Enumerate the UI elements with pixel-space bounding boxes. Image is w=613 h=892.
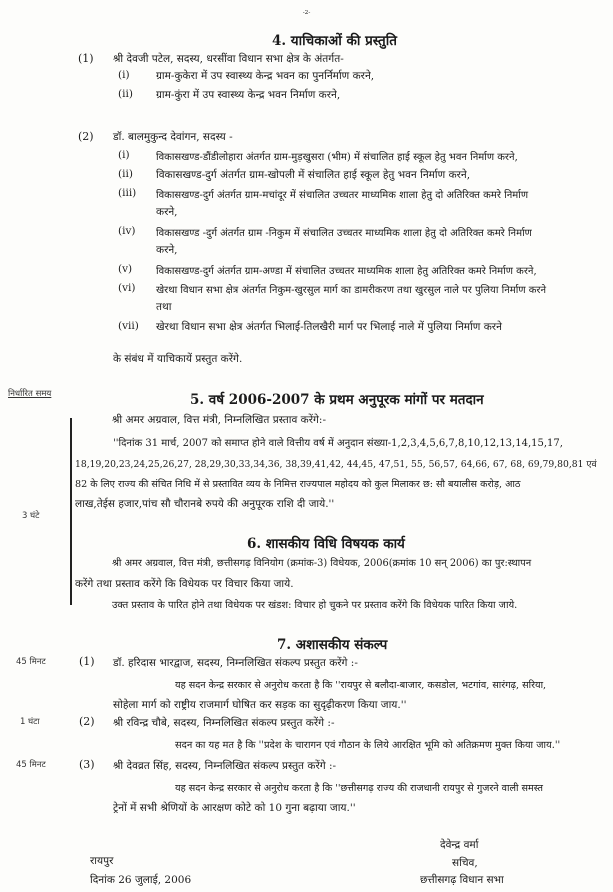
- petition-2-number: (2): [78, 130, 94, 143]
- section-6-heading: 6. शासकीय विधि विषयक कार्य: [247, 536, 405, 552]
- petition-2-item-text: विकासखण्ड-दुर्ग अंतर्गत ग्राम-खोपली में संचालित हाई स्कूल हेतु भवन निर्माण करने,: [156, 169, 471, 181]
- resolution-2-time: 1 घंटा: [20, 717, 40, 727]
- section-5-time: 3 घंटे: [22, 511, 40, 521]
- resolution-2-number: (2): [79, 715, 95, 728]
- section-5-motion-line: 82 के लिए राज्य की संचित निधि में से प्रस्तावित व्यय के निमित्त राज्यपाल महोदय को कुल मिलाकर छ: सौ बयालीस करोड़, आठ: [75, 479, 521, 490]
- petition-1-number: (1): [78, 52, 94, 65]
- resolution-2-text: सदन का यह मत है कि ''प्रदेश के चारागन एवं गौठान के लिये आरक्षित भूमि को अतिक्रमण मुक्त किया जाय.'': [175, 740, 561, 751]
- section-5-motion-line: 18,19,20,23,24,25,26,27, 28,29,30,33,34,36, 38,39,41,42, 44,45, 47,51, 55, 56,57, 64,66, 67, 68, 69,79,80,81 एवं: [75, 459, 597, 470]
- petitions-closing: के संबंध में याचिकायें प्रस्तुत करेंगे.: [113, 353, 243, 365]
- section-5-heading: 5. वर्ष 2006-2007 के प्रथम अनुपूरक मांगों पर मतदान: [190, 392, 484, 408]
- petition-2-item-text-cont: करने,: [156, 244, 178, 256]
- petition-1-item-num: (ii): [118, 88, 133, 100]
- petition-2-item-text: विकासखण्ड-दुर्ग अंतर्गत ग्राम-मचांदूर में संचालित उच्चतर माध्यमिक शाला हेतु दो अतिरिक्त कमरे निर्माण: [156, 190, 529, 201]
- section-6-line: श्री अमर अग्रवाल, वित्त मंत्री, छत्तीसगढ़ विनियोग (क्रमांक-3) विधेयक, 2006(क्रमांक 10 सन् 2006) का पुर:स्थापन: [112, 558, 532, 569]
- signatory-name: देवेन्द्र वर्मा: [440, 839, 479, 851]
- petition-2-item-text-cont: तथा: [156, 301, 172, 313]
- petition-2-item-text: विकासखण्ड-डौंडीलोहारा अंतर्गत ग्राम-मुड़खुसरा (भीम) में संचालित हाई स्कूल हेतु भवन निर्माण करने,: [156, 152, 518, 163]
- petition-1-item-text: ग्राम-कुंरा में उप स्वास्थ्य केन्द्र भवन निर्माण करने,: [156, 89, 341, 101]
- margin-vertical-line: [70, 418, 72, 605]
- resolution-1-time: 45 मिनट: [16, 657, 46, 667]
- section-5-motion-line: ''दिनांक 31 मार्च, 2007 को समाप्त होने वाले वित्तीय वर्ष में अनुदान संख्या-1,2,3,4,5,6,7,8,10,12,13,14,15,17,: [113, 438, 563, 449]
- petition-1-item-num: (i): [118, 69, 130, 81]
- petition-2-item-text: खेरथा विधान सभा क्षेत्र अंतर्गत निकुम-खुरसुल मार्ग का डामरीकरण तथा खुरसुल नाले पर पुलिया निर्माण करने: [156, 285, 547, 296]
- petition-2-item-text: खेरथा विधान सभा क्षेत्र अंतर्गत भिलाई-तिलखैरी मार्ग पर भिलाई नाले में पुलिया निर्माण करने: [156, 321, 502, 333]
- petition-2-item-num: (vi): [118, 282, 136, 294]
- resolution-3-number: (3): [79, 758, 95, 771]
- resolution-3-text-cont: ट्रेनों में सभी श्रेणियों के आरक्षण कोटे को 10 गुना बढ़ाया जाय.'': [113, 802, 356, 814]
- petition-1-item-text: ग्राम-कुकेरा में उप स्वास्थ्य केन्द्र भवन का पुनर्निर्माण करने,: [156, 70, 375, 82]
- resolution-3-time: 45 मिनट: [16, 760, 46, 770]
- resolution-1-number: (1): [79, 655, 95, 668]
- signatory-title: सचिव,: [452, 857, 478, 869]
- resolution-1-text: यह सदन केन्द्र सरकार से अनुरोध करता है कि ''रायपुर से बलौदा-बाजार, कसडोल, भटगांव, सारंगढ़, सरिया,: [175, 680, 547, 691]
- resolution-1-mover: डॉ. हरिदास भारद्वाज, सदस्य, निम्नलिखित संकल्प प्रस्तुत करेंगे :-: [113, 657, 358, 669]
- section-6-line: करेंगे तथा प्रस्ताव करेंगे कि विधेयक पर विचार किया जाये.: [75, 578, 294, 590]
- petition-2-item-num: (iv): [118, 225, 136, 237]
- allotted-time-label: निर्धारित समय: [8, 389, 52, 399]
- petition-2-item-text-cont: करने,: [156, 206, 178, 218]
- resolution-3-mover: श्री देवव्रत सिंह, सदस्य, निम्नलिखित संकल्प प्रस्तुत करेंगे :-: [113, 760, 337, 772]
- footer-date: दिनांक 26 जुलाई, 2006: [90, 874, 192, 886]
- section-4-heading: 4. याचिकाओं की प्रस्तुति: [272, 33, 397, 49]
- section-7-heading: 7. अशासकीय संकल्प: [277, 637, 388, 653]
- signatory-org: छत्तीसगढ़ विधान सभा: [420, 874, 504, 886]
- resolution-2-mover: श्री रविन्द्र चौबे, सदस्य, निम्नलिखित संकल्प प्रस्तुत करेंगे :-: [113, 717, 335, 729]
- petition-2-item-text: विकासखण्ड -दुर्ग अंतर्गत ग्राम -निकुम में संचालित उच्चतर माध्यमिक शाला हेतु दो अतिरिक्त कमरे निर्माण: [156, 228, 532, 239]
- section-6-line: उक्त प्रस्ताव के पारित होने तथा विधेयक पर खंडश: विचार हो चुकने पर प्रस्ताव करेंगे कि विधेयक पारित किया जाये.: [112, 600, 518, 611]
- petition-2-item-num: (ii): [118, 168, 133, 180]
- petition-1-intro: श्री देवजी पटेल, सदस्य, धरसींवा विधान सभा क्षेत्र के अंतर्गत-: [113, 53, 344, 65]
- section-5-mover: श्री अमर अग्रवाल, वित्त मंत्री, निम्नलिखित प्रस्ताव करेंगे:-: [112, 414, 327, 426]
- petition-2-item-num: (iii): [118, 187, 137, 199]
- section-5-motion-line: लाख,तेईस हजार,पांच सौ चौरानबे रुपये की अनुपूरक राशि दी जाये.'': [75, 498, 335, 510]
- petition-2-item-num: (vii): [118, 320, 139, 332]
- page-number: -2-: [302, 10, 311, 16]
- footer-place: रायपुर: [90, 855, 114, 867]
- petition-2-item-text: विकासखण्ड-दुर्ग अंतर्गत ग्राम-अण्डा में संचालित उच्चतर माध्यमिक शाला हेतु अतिरिक्त कमरे निर्माण करने,: [156, 266, 537, 277]
- petition-2-item-num: (i): [118, 149, 130, 161]
- petition-2-item-num: (v): [118, 263, 133, 275]
- resolution-3-text: यह सदन केन्द्र सरकार से अनुरोध करता है कि ''छत्तीसगढ़ राज्य की राजधानी रायपुर से गुजरने वाली समस्त: [175, 783, 543, 794]
- petition-2-intro: डॉ. बालमुकुन्द देवांगन, सदस्य -: [113, 131, 233, 143]
- resolution-1-text-cont: सोहेला मार्ग को राष्ट्रीय राजमार्ग घोषित कर सड़क का सुदृढ़ीकरण किया जाय.'': [113, 699, 407, 711]
